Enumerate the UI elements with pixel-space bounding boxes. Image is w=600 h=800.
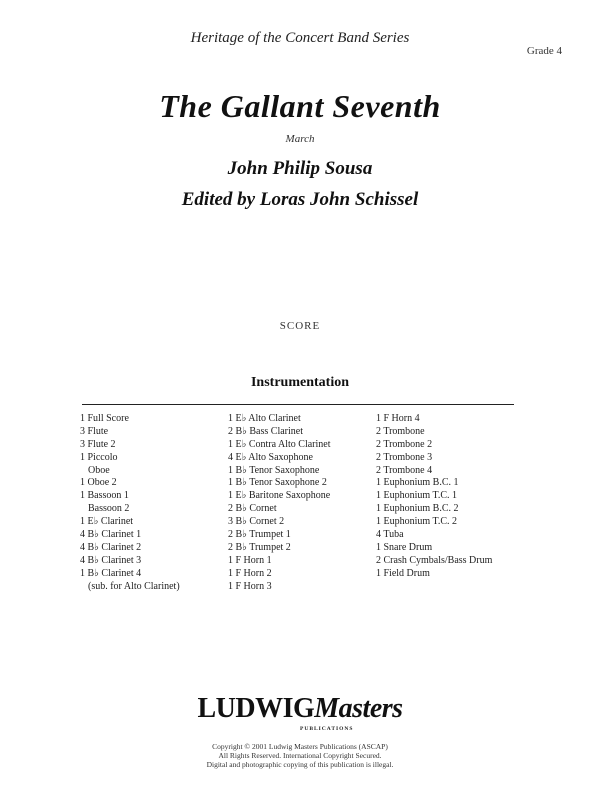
instrument-item: 1 F Horn 1 bbox=[228, 554, 272, 566]
instrument-item: 1 Euphonium T.C. 2 bbox=[376, 516, 458, 528]
instrument-item: 2 Trombone 2 bbox=[376, 438, 433, 450]
instrument-item: 4 B♭ Clarinet 2 bbox=[80, 541, 142, 553]
instrument-item: 2 Crash Cymbals/Bass Drum bbox=[376, 554, 493, 566]
instrument-column-2 bbox=[228, 413, 330, 593]
instrument-item: 1 E♭ Clarinet bbox=[80, 516, 134, 528]
instrument-item: 1 Bassoon 1 bbox=[80, 490, 129, 502]
instrument-item: 1 Field Drum bbox=[376, 567, 430, 579]
instrument-item: 2 B♭ Cornet bbox=[228, 503, 277, 515]
instrument-item: Oboe bbox=[88, 464, 110, 476]
editor: Edited by Loras John Schissel bbox=[181, 189, 419, 210]
logo-publications: PUBLICATIONS bbox=[300, 726, 354, 732]
instrument-item: 1 Snare Drum bbox=[376, 541, 433, 553]
copyright-line: Digital and photographic copying of this publication is illegal. bbox=[206, 760, 394, 769]
instrument-item: 2 B♭ Trumpet 2 bbox=[228, 541, 291, 553]
heading-rule bbox=[82, 404, 514, 405]
instrument-item: 1 B♭ Tenor Saxophone 2 bbox=[228, 477, 327, 489]
composer: John Philip Sousa bbox=[227, 158, 373, 179]
copyright-notice bbox=[0, 742, 600, 769]
instrument-item: 3 B♭ Cornet 2 bbox=[228, 516, 285, 528]
instrumentation-heading: Instrumentation bbox=[250, 375, 349, 390]
piece-subtitle: March bbox=[285, 133, 315, 145]
instrument-item: 1 Full Score bbox=[80, 413, 129, 424]
instrument-item: 2 Trombone bbox=[376, 425, 425, 437]
instrument-item: 3 Flute 2 bbox=[80, 438, 116, 450]
instrument-item: 1 Euphonium T.C. 1 bbox=[376, 490, 458, 502]
instrument-item: 1 B♭ Clarinet 4 bbox=[80, 567, 142, 579]
instrument-item: 1 B♭ Tenor Saxophone bbox=[228, 464, 320, 476]
score-label: SCORE bbox=[279, 320, 321, 332]
instrument-item: (sub. for Alto Clarinet) bbox=[88, 580, 180, 592]
instrument-item: 2 B♭ Bass Clarinet bbox=[228, 425, 303, 437]
instrument-item: Bassoon 2 bbox=[88, 503, 130, 515]
instrument-item: 4 B♭ Clarinet 1 bbox=[80, 529, 142, 541]
instrument-item: 1 F Horn 3 bbox=[228, 580, 272, 592]
publisher-logo bbox=[0, 693, 600, 725]
instrument-item: 4 E♭ Alto Saxophone bbox=[228, 451, 313, 463]
copyright-line: All Rights Reserved. International Copyright Secured. bbox=[218, 751, 382, 760]
instrument-item: 1 E♭ Baritone Saxophone bbox=[228, 490, 331, 502]
instrument-item: 1 Oboe 2 bbox=[80, 477, 117, 489]
instrument-item: 1 F Horn 2 bbox=[228, 567, 272, 579]
series-title: Heritage of the Concert Band Series bbox=[190, 30, 410, 46]
instrument-item: 1 Euphonium B.C. 1 bbox=[376, 477, 459, 489]
instrument-item: 1 Euphonium B.C. 2 bbox=[376, 503, 459, 515]
instrument-item: 1 F Horn 4 bbox=[376, 413, 420, 424]
instrument-item: 1 E♭ Alto Clarinet bbox=[228, 413, 301, 424]
instrument-item: 2 B♭ Trumpet 1 bbox=[228, 529, 291, 541]
instrument-item: 2 Trombone 4 bbox=[376, 464, 433, 476]
instrument-item: 2 Trombone 3 bbox=[376, 451, 433, 463]
grade-label: Grade 4 bbox=[526, 45, 562, 57]
copyright-line: Copyright © 2001 Ludwig Masters Publications (ASCAP) bbox=[212, 742, 388, 751]
logo-ludwig: LUDWIG bbox=[197, 693, 315, 724]
instrument-column-3 bbox=[376, 413, 492, 581]
piece-title: The Gallant Seventh bbox=[159, 88, 441, 124]
instrument-item: 4 B♭ Clarinet 3 bbox=[80, 554, 142, 566]
instrument-item: 4 Tuba bbox=[376, 529, 404, 541]
instrument-column-1 bbox=[80, 413, 180, 593]
instrument-item: 1 Piccolo bbox=[80, 451, 118, 463]
instrument-item: 1 E♭ Contra Alto Clarinet bbox=[228, 438, 331, 450]
instrument-item: 3 Flute bbox=[80, 425, 109, 437]
logo-masters: Masters bbox=[314, 693, 403, 724]
